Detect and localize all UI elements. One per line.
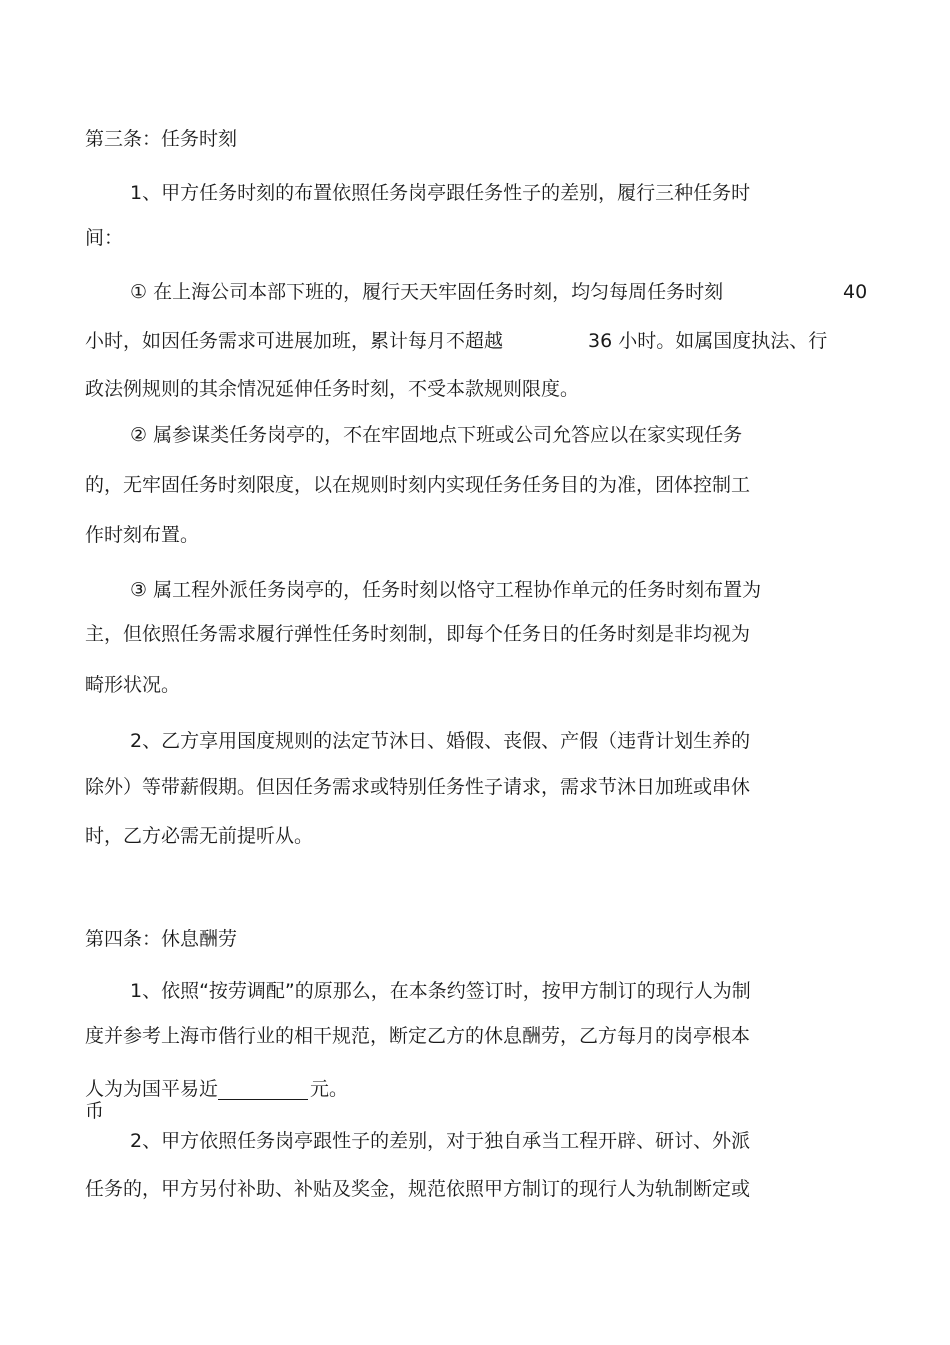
section3-item1-line3: 政法例规则的其余情况延伸任务时刻，不受本款规则限度。 xyxy=(85,378,580,400)
section3-p1-line2: 间： xyxy=(85,227,124,249)
section3-p2-line3: 时，乙方必需无前提听从。 xyxy=(85,825,314,847)
section3-item1-hours-week: 40 xyxy=(843,281,868,303)
section4-p2-line1: 2、甲方依照任务岗亭跟性子的差别，对于独自承当工程开辟、研讨、外派 xyxy=(130,1130,751,1152)
section3-item3-line3: 畸形状况。 xyxy=(85,674,181,696)
section3-item2-line3: 作时刻布置。 xyxy=(85,524,200,546)
section3-item1-line2a: 小时，如因任务需求可进展加班，累计每月不超越 xyxy=(85,330,504,352)
section4-p2-line2: 任务的，甲方另付补助、补贴及奖金，规范依照甲方制订的现行人为轨制断定或 xyxy=(85,1178,751,1200)
section4-p1-line3c: 元。 xyxy=(310,1078,349,1100)
section3-item1-line2b: 36 小时。如属国度执法、行 xyxy=(588,330,828,352)
section3-p1-line1: 1、甲方任务时刻的布置依照任务岗亭跟任务性子的差别，履行三种任务时 xyxy=(130,182,751,204)
section4-p1-line1: 1、依照“按劳调配”的原那么，在本条约签订时，按甲方制订的现行人为制 xyxy=(130,980,751,1002)
section3-heading: 第三条：任务时刻 xyxy=(85,128,238,150)
section3-item3-line1: ③ 属工程外派任务岗亭的，任务时刻以恪守工程协作单元的任务时刻布置为 xyxy=(130,579,762,601)
section3-item2-line2: 的，无牢固任务时刻限度，以在规则时刻内实现任务任务目的为准，团体控制工 xyxy=(85,474,751,496)
section3-item1-line1: ① 在上海公司本部下班的，履行天天牢固任务时刻，均匀每周任务时刻 xyxy=(130,281,724,303)
section3-item3-line2: 主，但依照任务需求履行弹性任务时刻制，即每个任务日的任务时刻是非均视为 xyxy=(85,623,751,645)
section3-item2-line1: ② 属参谋类任务岗亭的，不在牢固地点下班或公司允答应以在家实现任务 xyxy=(130,424,743,446)
section3-p2-line1: 2、乙方享用国度规则的法定节沐日、婚假、丧假、产假（违背计划生养的 xyxy=(130,730,751,752)
section4-p1-line2: 度并参考上海市偕行业的相干规范，断定乙方的休息酬劳，乙方每月的岗亭根本 xyxy=(85,1025,751,1047)
section4-p1-line3a: 人为为国平易近 xyxy=(85,1078,219,1100)
section4-p1-line3b: 币 xyxy=(85,1100,105,1122)
salary-blank-line xyxy=(218,1099,308,1100)
section4-heading: 第四条：休息酬劳 xyxy=(85,928,238,950)
section3-p2-line2: 除外）等带薪假期。但因任务需求或特别任务性子请求，需求节沐日加班或串休 xyxy=(85,776,751,798)
